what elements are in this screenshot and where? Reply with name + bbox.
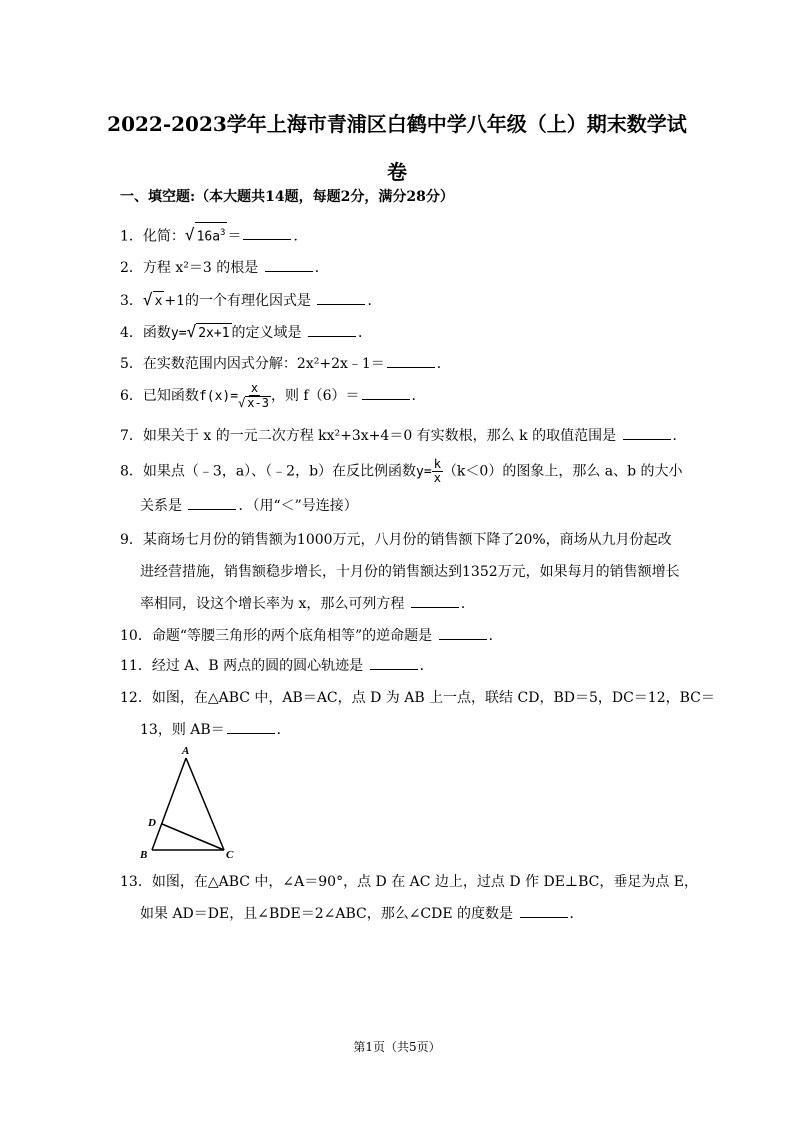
question-1: 1．化简：√ $16a^3$ ＝ ． [120,222,680,247]
title-line-2: 卷 [387,160,407,184]
section-heading: 一、填空题:（本大题共14题，每题2分，满分28分） [120,189,454,205]
answer-blank [362,398,410,400]
question-9: 9．某商场七月份的销售额为1000万元，八月份的销售额下降了20%，商场从九月份起改 [120,532,672,548]
question-7: 7．如果关于 x 的一元二次方程 kx²+3x+4＝0 有实数根，那么 k 的取值范围是 ． [120,428,687,444]
question-6: 6．已知函数f(x)= $\frac{x}{√ x-3}$ ，则 f（6）＝ ． [120,381,426,410]
question-9-cont-2: 率相同，设这个增长率为 x，那么可列方程 ． [140,596,475,612]
answer-blank [520,916,568,918]
answer-blank [623,438,671,440]
answer-blank [188,508,236,510]
question-8-cont: 关系是 ．（用“＜”号连接） [140,498,358,514]
question-11: 11．经过 A、B 两点的圆的圆心轨迹是 ． [120,658,434,674]
question-4: 4．函数y=√ 2x+1 的定义域是 ． [120,322,680,344]
answer-blank [265,270,313,272]
label-b: B [140,849,148,861]
document-title [60,100,734,196]
label-c: C [226,849,234,861]
sqrt-expression: √ x [143,294,164,309]
answer-blank [439,638,487,640]
answer-blank [243,238,291,240]
question-10: 10．命题“等腰三角形的两个底角相等”的逆命题是 ． [120,628,503,644]
fraction: $\frac{x}{√ x-3}$ [238,381,269,410]
answer-blank [308,335,356,337]
question-12: 12．如图，在△ABC 中，AB＝AC，点 D 为 AB 上一点，联结 CD，BD＝5，DC＝12，BC＝ [120,690,715,706]
answer-blank [370,668,418,670]
answer-blank [317,303,365,305]
sqrt-expression: √ 2x+1 [187,326,232,341]
title-line-1: 2022-2023学年上海市青浦区白鹤中学八年级（上）期末数学试 [107,112,687,136]
question-8: 8．如果点（﹣3，a）、（﹣2，b）在反比例函数y= $\frac{k}{x}$ （k＜0）的图象上，那么 a、b 的大小 [120,457,683,485]
answer-blank [227,732,275,734]
label-a: A [182,745,190,757]
question-12-cont: 13，则 AB＝ ． [140,722,291,738]
label-d: D [148,817,156,829]
question-13-cont: 如果 AD＝DE，且∠BDE＝2∠ABC，那么∠CDE 的度数是 ． [140,906,584,922]
question-5: 5．在实数范围内因式分解：2x²+2x﹣1＝ ． [120,356,451,372]
question-3: 3．√ x +1的一个有理化因式是 ． [120,290,680,312]
triangle-figure [138,744,248,864]
answer-blank [387,366,435,368]
page-footer: 第1页（共5页） [353,1040,441,1054]
fraction: $\frac{k}{x}$ [433,457,441,485]
question-9-cont-1: 进经营措施，销售额稳步增长，十月份的销售额达到1352万元，如果每月的销售额增长 [140,564,680,580]
side-ab [152,758,186,850]
sqrt-expression: √ $16a^3$ [185,229,228,244]
answer-blank [411,606,459,608]
question-2: 2．方程 x²＝3 的根是 ． [120,260,329,276]
question-13: 13．如图，在△ABC 中，∠A＝90°，点 D 在 AC 边上，过点 D 作 DE⊥BC，垂足为点 E， [120,874,699,890]
